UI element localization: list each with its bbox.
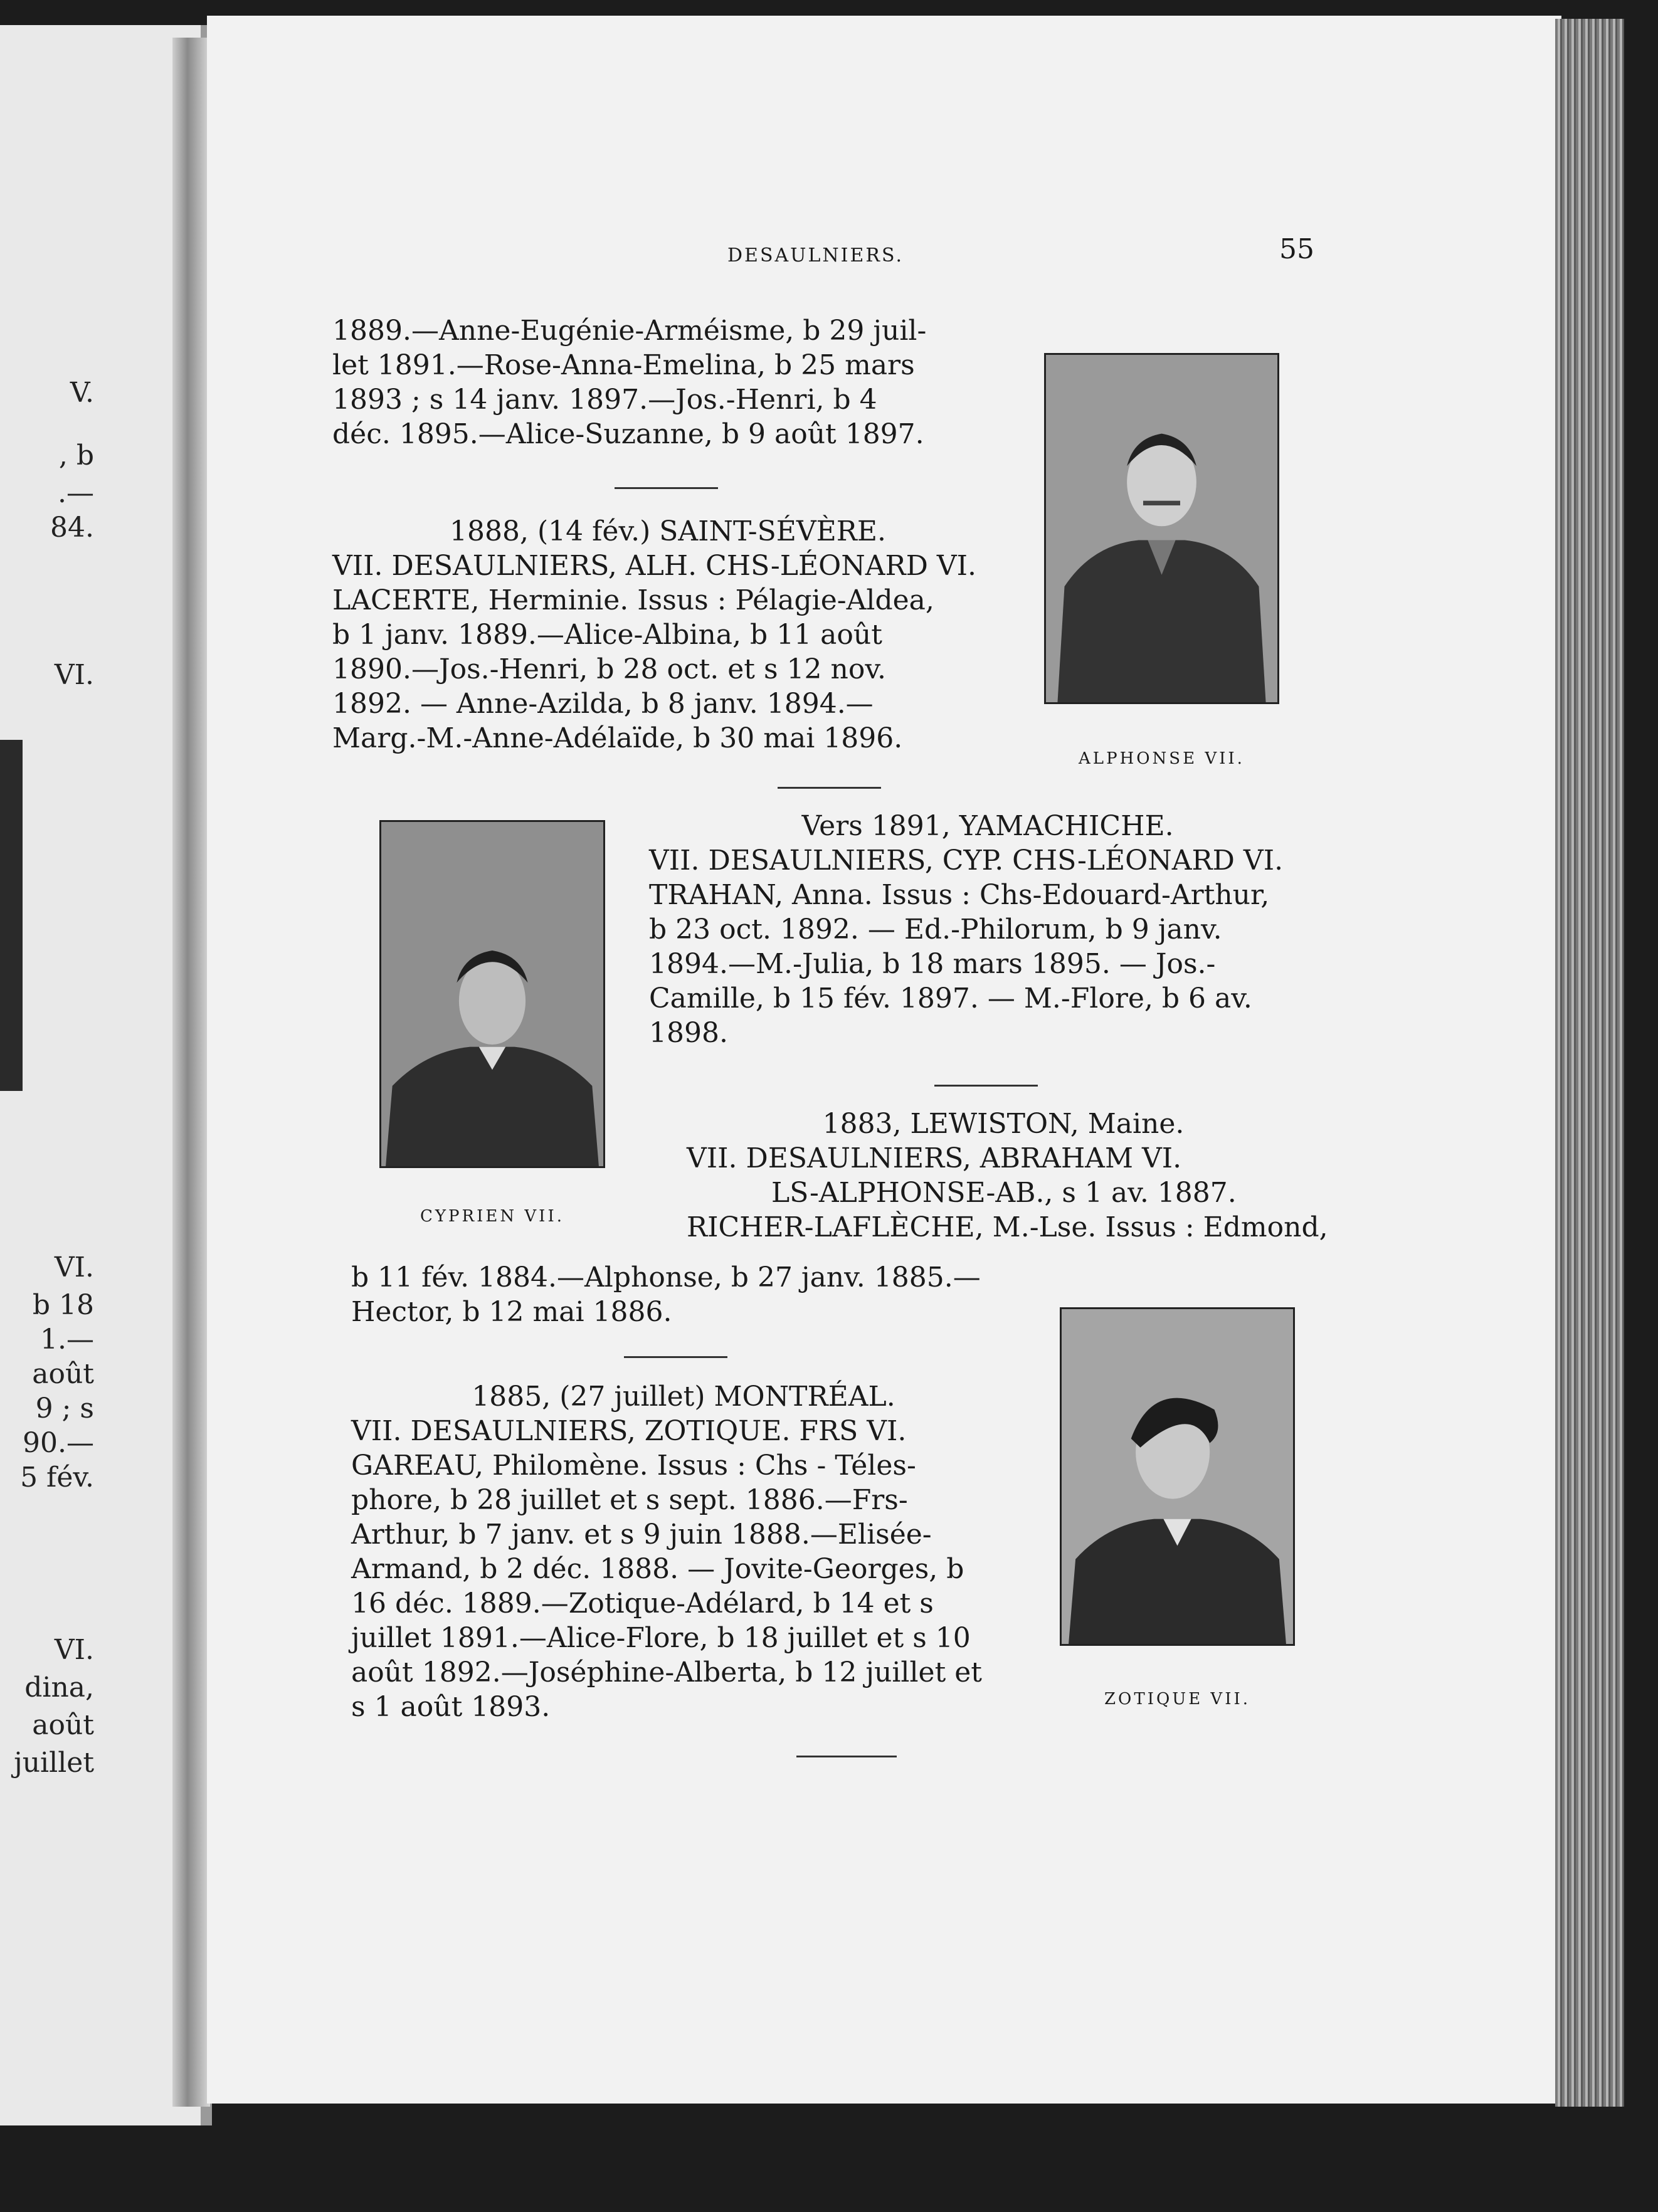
entry-montreal [351, 1379, 1016, 1724]
text-line: VII. DESAULNIERS, ALH. CHS-LÉONARD VI. [332, 550, 977, 582]
caption-alphonse: ALPHONSE VII. [1079, 749, 1245, 768]
text-line: 1893 ; s 14 janv. 1897.—Jos.-Henri, b 4 [332, 384, 877, 416]
entry-heading: 1885, (27 juillet) MONTRÉAL. [472, 1381, 895, 1413]
text-line: 1898. [649, 1017, 728, 1049]
text-line: Hector, b 12 mai 1886. [351, 1296, 672, 1328]
text-line: GAREAU, Philomène. Issus : Chs - Téles- [351, 1450, 916, 1482]
entry-heading: 1883, LEWISTON, Maine. [822, 1108, 1185, 1140]
left-fragment: VI. [54, 1251, 94, 1283]
text-line: Armand, b 2 déc. 1888. — Jovite-Georges, b [351, 1553, 964, 1585]
left-fragment: août [32, 1358, 94, 1390]
entry-heading: 1888, (14 fév.) SAINT-SÉVÈRE. [450, 515, 886, 547]
caption-cyprien: CYPRIEN VII. [420, 1207, 564, 1226]
separator-rule [778, 787, 881, 789]
text-line: Arthur, b 7 janv. et s 9 juin 1888.—Elisée- [351, 1519, 932, 1551]
text-line: b 11 fév. 1884.—Alphonse, b 27 janv. 1885.— [351, 1261, 981, 1293]
separator-rule [796, 1756, 897, 1757]
left-fragment: 84. [50, 512, 94, 544]
entry-continuation [332, 313, 997, 451]
text-line: 1894.—M.-Julia, b 18 mars 1895. — Jos.- [649, 948, 1216, 980]
text-line: VII. DESAULNIERS, CYP. CHS-LÉONARD VI. [649, 845, 1284, 877]
text-line: LS-ALPHONSE-AB., s 1 av. 1887. [771, 1177, 1237, 1209]
entry-lewiston [677, 1107, 1329, 1245]
separator-rule [934, 1085, 1038, 1087]
text-line: b 23 oct. 1892. — Ed.-Philorum, b 9 janv. [649, 914, 1222, 945]
left-fragment: 1.— [40, 1324, 94, 1356]
text-line: déc. 1895.—Alice-Suzanne, b 9 août 1897. [332, 418, 924, 450]
left-fragment: 5 fév. [20, 1462, 94, 1493]
left-fragment: , b [58, 440, 94, 471]
left-fragment: dina, [24, 1672, 94, 1704]
separator-rule [615, 487, 718, 489]
entry-saint-severe [332, 514, 1003, 756]
text-line: juillet 1891.—Alice-Flore, b 18 juillet et s 10 [351, 1622, 971, 1654]
text-line: LACERTE, Herminie. Issus : Pélagie-Aldea, [332, 584, 934, 616]
text-line: phore, b 28 juillet et s sept. 1886.—Frs- [351, 1484, 908, 1516]
portrait-alphonse [1044, 353, 1279, 704]
left-fragment: août [32, 1709, 94, 1741]
text-line: 1890.—Jos.-Henri, b 28 oct. et s 12 nov. [332, 653, 886, 685]
left-fragment: b 18 [32, 1289, 94, 1321]
portrait-zotique [1060, 1307, 1295, 1646]
text-line: s 1 août 1893. [351, 1691, 551, 1723]
portrait-cyprien [379, 820, 605, 1168]
text-line: Camille, b 15 fév. 1897. — M.-Flore, b 6 av. [649, 982, 1252, 1014]
separator-rule [624, 1356, 727, 1358]
text-line: Marg.-M.-Anne-Adélaïde, b 30 mai 1896. [332, 722, 903, 754]
left-fragment: V. [70, 377, 94, 409]
caption-zotique: ZOTIQUE VII. [1104, 1690, 1251, 1709]
left-fragment: .— [58, 477, 94, 509]
page-edges [1555, 19, 1624, 2107]
page-number: 55 [1279, 233, 1314, 265]
entry-lewiston-continued [351, 1260, 1016, 1329]
entry-heading: Vers 1891, YAMACHICHE. [801, 810, 1174, 842]
book-gutter [172, 38, 210, 2107]
left-fragment: juillet [14, 1747, 94, 1779]
left-fragment: 9 ; s [35, 1393, 94, 1425]
entry-yamachiche [649, 809, 1326, 1050]
running-title: DESAULNIERS. [727, 245, 904, 266]
text-line: 16 déc. 1889.—Zotique-Adélard, b 14 et s [351, 1588, 934, 1620]
text-line: août 1892.—Joséphine-Alberta, b 12 juillet et [351, 1656, 982, 1688]
text-line: RICHER-LAFLÈCHE, M.-Lse. Issus : Edmond, [687, 1211, 1328, 1243]
left-fragment: 90.— [23, 1427, 94, 1459]
left-fragment: VI. [54, 1634, 94, 1666]
text-line: VII. DESAULNIERS, ZOTIQUE. FRS VI. [351, 1415, 907, 1447]
text-line: b 1 janv. 1889.—Alice-Albina, b 11 août [332, 619, 882, 651]
left-page-photo-fragment [0, 740, 23, 1091]
text-line: let 1891.—Rose-Anna-Emelina, b 25 mars [332, 349, 915, 381]
text-line: VII. DESAULNIERS, ABRAHAM VI. [687, 1142, 1182, 1174]
text-line: 1892. — Anne-Azilda, b 8 janv. 1894.— [332, 688, 874, 720]
text-line: TRAHAN, Anna. Issus : Chs-Edouard-Arthur, [649, 879, 1270, 911]
text-line: 1889.—Anne-Eugénie-Arméisme, b 29 juil- [332, 315, 927, 347]
left-fragment: VI. [54, 659, 94, 691]
